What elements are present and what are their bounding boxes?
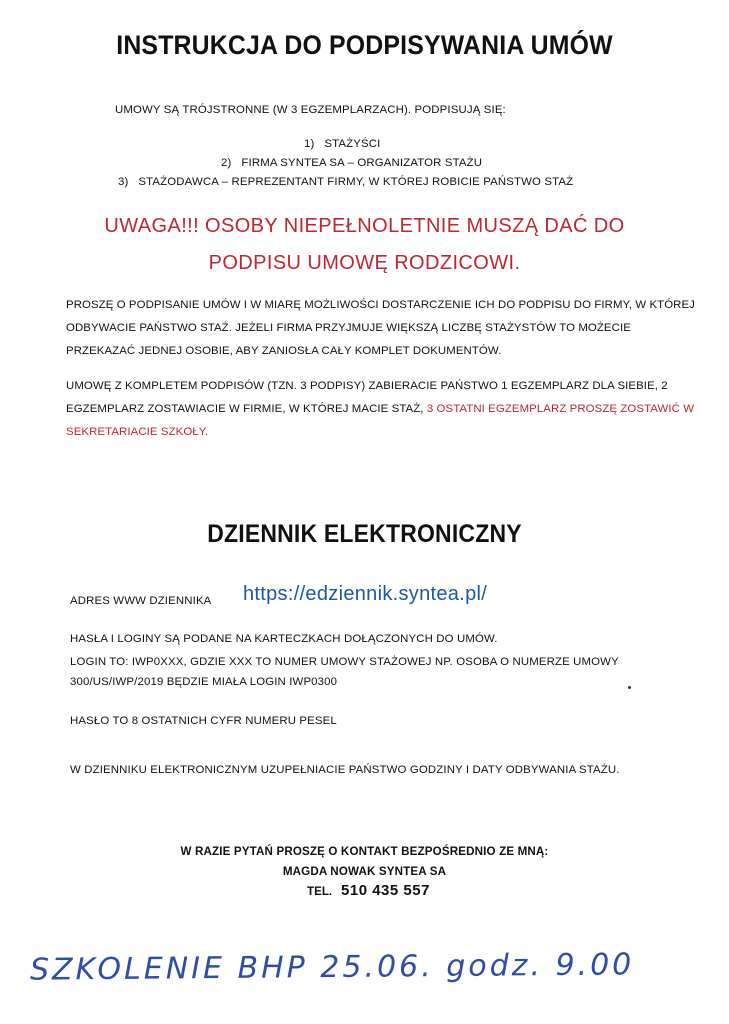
www-label: ADRES WWW DZIENNIKA	[70, 595, 212, 607]
paragraph-copies	[66, 375, 696, 444]
contact-phone	[307, 882, 430, 900]
signer-number: 2)	[221, 157, 232, 169]
section-title-diary: DZIENNIK ELEKTRONICZNY	[207, 520, 522, 548]
page-title: INSTRUKCJA DO PODPISYWANIA UMÓW	[116, 30, 613, 60]
paragraph-copies-red-text: 3 OSTATNI EGZEMPLARZ PROSZĘ ZOSTAWIĆ W SEKRETARIACIE SZKOŁY.	[66, 403, 695, 438]
handwritten-note: SZKOLENIE BHP 25.06. godz. 9.00	[29, 947, 635, 988]
signer-text: STAŻODAWCA – REPREZENTANT FIRMY, W KTÓREJ ROBICIE PAŃSTWO STAŻ	[138, 176, 574, 188]
signer-item-1	[304, 138, 380, 150]
contact-line-2: MAGDA NOWAK SYNTEA SA	[282, 865, 447, 878]
intro-text: UMOWY SĄ TRÓJSTRONNE (W 3 EGZEMPLARZACH). PODPISUJĄ SIĘ:	[115, 104, 506, 116]
signer-text: FIRMA SYNTEA SA – ORGANIZATOR STAŻU	[241, 157, 483, 169]
stray-dot	[628, 686, 631, 689]
signer-number: 3)	[118, 176, 129, 188]
phone-label: TEL.	[307, 885, 333, 898]
warning-line-2: PODPISU UMOWĘ RODZICOWI.	[208, 252, 521, 274]
signer-item-3	[118, 176, 573, 188]
signer-number: 1)	[304, 138, 315, 150]
contact-line-1: W RAZIE PYTAŃ PROSZĘ O KONTAKT BEZPOŚREDNIO ZE MNĄ:	[180, 845, 549, 858]
paragraph-copies-text: UMOWĘ Z KOMPLETEM PODPISÓW (TZN. 3 PODPISY) ZABIERACIE PAŃSTWO 1 EGZEMPLARZ DLA SIEBIE, 2 EGZEMPLARZ ZOSTAWIACIE W FIRMIE, W KTÓREJ MACIE STAŻ,	[66, 380, 668, 415]
login-info-line-3: 300/US/IWP/2019 BĘDZIE MIAŁA LOGIN IWP0300	[70, 676, 338, 688]
login-info-line-2: LOGIN TO: IWP0XXX, GDZIE XXX TO NUMER UMOWY STAŻOWEJ NP. OSOBA O NUMERZE UMOWY	[70, 656, 619, 668]
login-info-line-1: HASŁA I LOGINY SĄ PODANE NA KARTECZKACH DOŁĄCZONYCH DO UMÓW.	[70, 633, 498, 645]
phone-number: 510 435 557	[341, 882, 430, 899]
diary-info: W DZIENNIKU ELEKTRONICZNYM UZUPEŁNIACIE PAŃSTWO GODZINY I DATY ODBYWANIA STAŻU.	[70, 764, 620, 776]
diary-link[interactable]: https://edziennik.syntea.pl/	[243, 583, 488, 605]
warning-line-1: UWAGA!!! OSOBY NIEPEŁNOLETNIE MUSZĄ DAĆ DO	[104, 215, 625, 237]
signer-text: STAŻYŚCI	[324, 138, 381, 150]
password-info: HASŁO TO 8 OSTATNICH CYFR NUMERU PESEL	[70, 715, 337, 727]
signer-item-2	[221, 157, 482, 169]
paragraph-signing: PROSZĘ O PODPISANIE UMÓW I W MIARĘ MOŻLIWOŚCI DOSTARCZENIE ICH DO PODPISU DO FIRMY, W KTÓREJ ODBYWACIE PAŃSTWO STAŻ. JEŻELI FIRMA PRZYJMUJE WIĘKSZĄ LICZBĘ STAŻYSTÓW TO MOŻECIE PRZEKAZAĆ JEDNEJ OSOBIE, ABY ZANIOSŁA CAŁY KOMPLET DOKUMENTÓW.	[66, 299, 695, 357]
